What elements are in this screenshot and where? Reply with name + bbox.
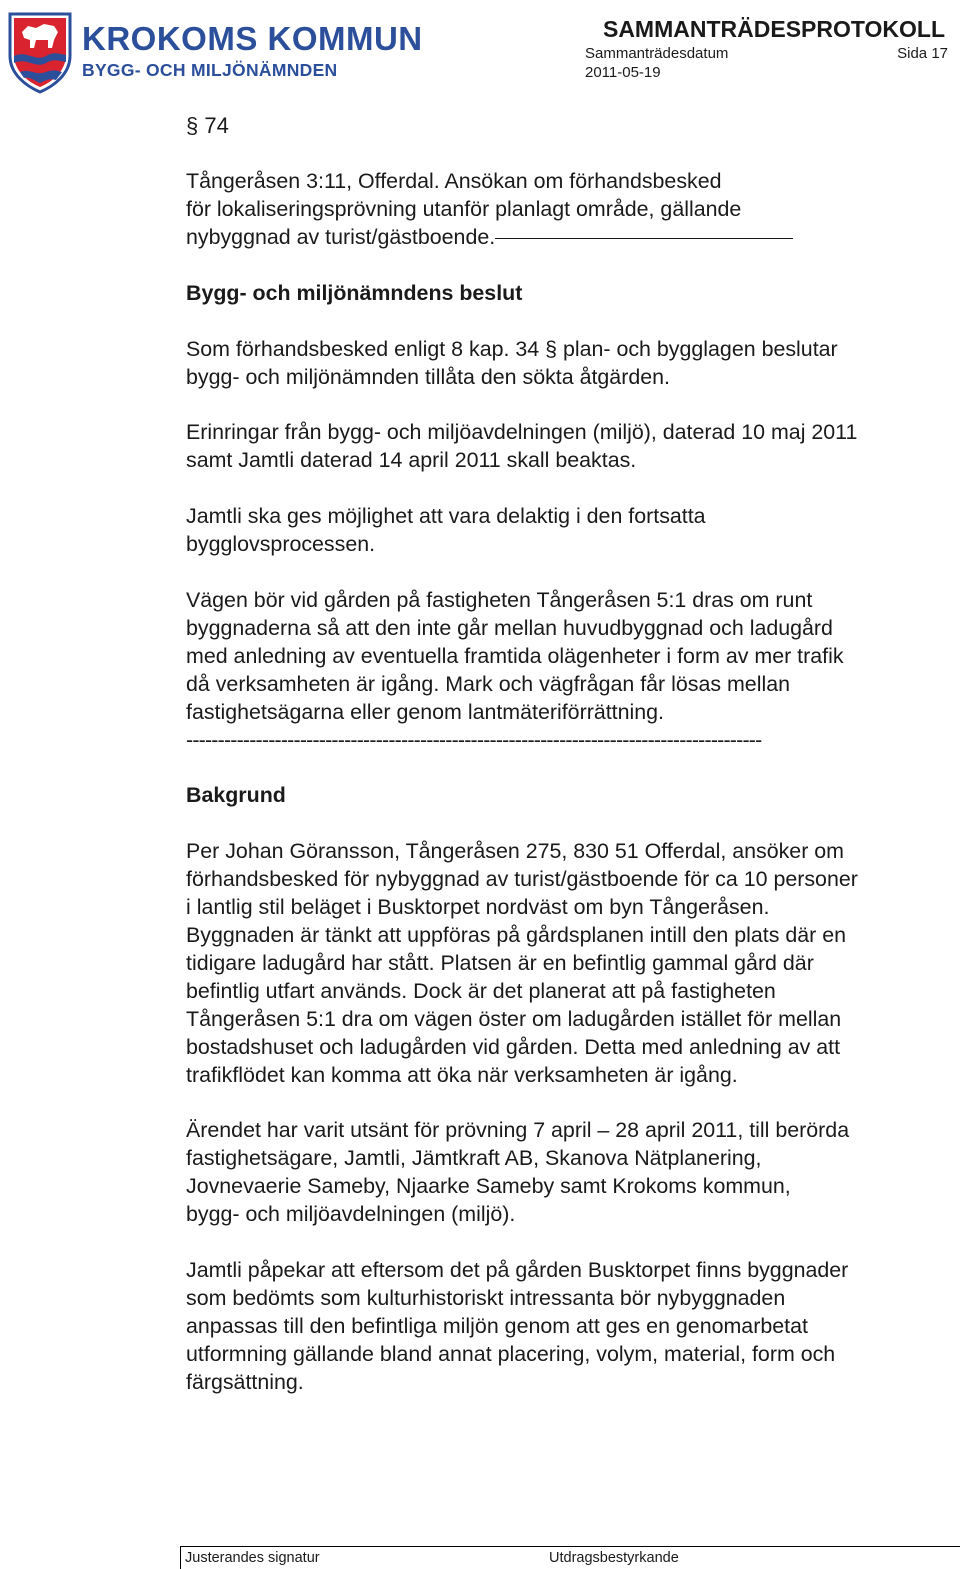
decision-paragraph: [186, 418, 946, 474]
committee-name: BYGG- OCH MILJÖNÄMNDEN: [82, 60, 338, 80]
text-line: Byggnaden är tänkt att uppföras på gårdsplanen intill den plats där en: [186, 923, 846, 947]
text-line: då verksamheten är igång. Mark och vägfrågan får lösas mellan: [186, 672, 791, 696]
text-line: Som förhandsbesked enligt 8 kap. 34 § plan- och bygglagen beslutar: [186, 337, 838, 361]
text-line: byggnaderna så att den inte går mellan huvudbyggnad och ladugård: [186, 616, 833, 640]
municipality-name: KROKOMS KOMMUN: [82, 20, 423, 57]
text-line: Erinringar från bygg- och miljöavdelningen (miljö), daterad 10 maj 2011: [186, 420, 858, 444]
decision-paragraph: [186, 335, 946, 391]
municipality-logo: [6, 10, 446, 94]
background-paragraph: [186, 1256, 946, 1396]
text-line: bygg- och miljönämnden tillåta den sökta åtgärden.: [186, 365, 670, 389]
paragraph-number: 74: [204, 113, 229, 138]
subject-line: nybyggnad av turist/gästboende.: [186, 225, 496, 249]
signature-footer: [180, 1546, 960, 1569]
decision-heading: Bygg- och miljönämndens beslut: [186, 281, 523, 305]
text-line: Jovnevaerie Sameby, Njaarke Sameby samt Krokoms kommun,: [186, 1174, 791, 1198]
text-line: Ärendet har varit utsänt för prövning 7 april – 28 april 2011, till berörda: [186, 1118, 850, 1142]
text-line: utformning gällande bland annat placering, volym, material, form och: [186, 1342, 836, 1366]
extract-certification-label: Utdragsbestyrkande: [549, 1550, 679, 1566]
coat-of-arms-icon: [6, 10, 74, 94]
text-line: Vägen bör vid gården på fastigheten Tångeråsen 5:1 dras om runt: [186, 588, 813, 612]
signature-label: Justerandes signatur: [185, 1550, 320, 1566]
document-title: SAMMANTRÄDESPROTOKOLL: [602, 16, 945, 42]
background-paragraph: [186, 837, 946, 1089]
text-line: Tångeråsen 5:1 dra om vägen öster om ladugården istället för mellan: [186, 1007, 842, 1031]
text-line: som bedömts som kulturhistoriskt intressanta bör nybyggnaden: [186, 1286, 786, 1310]
text-line: tidigare ladugård har stått. Platsen är en befintlig gammal gård där: [186, 951, 814, 975]
text-line: i lantlig stil beläget i Busktorpet nordväst om byn Tångeråsen.: [186, 895, 770, 919]
text-line: förhandsbesked för nybyggnad av turist/gästboende för ca 10 personer: [186, 867, 858, 891]
background-paragraph: [186, 1116, 946, 1228]
section-sign-icon: §: [186, 113, 199, 138]
background-heading: Bakgrund: [186, 783, 286, 807]
text-line: med anledning av eventuella framtida olägenheter i form av mer trafik: [186, 644, 844, 668]
text-line: Per Johan Göransson, Tångeråsen 275, 830 51 Offerdal, ansöker om: [186, 839, 844, 863]
subject-line: Tångeråsen 3:11, Offerdal. Ansökan om förhandsbesked: [186, 169, 722, 193]
text-line: fastighetsägare, Jamtli, Jämtkraft AB, Skanova Nätplanering,: [186, 1146, 762, 1170]
subject-line: för lokaliseringsprövning utanför planlagt område, gällande: [186, 197, 742, 221]
decision-paragraph: [186, 586, 946, 726]
text-line: trafikflödet kan komma att öka när verksamheten är igång.: [186, 1063, 738, 1087]
paragraph-heading: [186, 112, 946, 140]
decision-paragraph: [186, 502, 946, 558]
text-line: befintlig utfart används. Dock är det planerat att på fastigheten: [186, 979, 776, 1003]
separator-line: -------------------------------------------------------------------------------------------: [186, 728, 762, 752]
meeting-date-label: Sammanträdesdatum: [585, 45, 729, 62]
text-line: Jamtli ska ges möjlighet att vara delaktig i den fortsatta: [186, 504, 706, 528]
text-line: bygglovsprocessen.: [186, 532, 376, 556]
minutes-body: [186, 112, 946, 1396]
page-number: Sida 17: [897, 45, 948, 62]
text-line: bygg- och miljöavdelningen (miljö).: [186, 1202, 516, 1226]
subject: [186, 167, 946, 251]
text-line: bostadshuset och ladugården vid gården. Detta med anledning av att: [186, 1035, 841, 1059]
subject-underline: [495, 238, 793, 239]
text-line: färgsättning.: [186, 1370, 304, 1394]
text-line: Jamtli påpekar att eftersom det på gården Busktorpet finns byggnader: [186, 1258, 849, 1282]
text-line: fastighetsägarna eller genom lantmäteriförrättning.: [186, 700, 664, 724]
meeting-date: 2011-05-19: [585, 64, 661, 81]
text-line: samt Jamtli daterad 14 april 2011 skall beaktas.: [186, 448, 637, 472]
text-line: anpassas till den befintliga miljön genom att ges en genomarbetat: [186, 1314, 808, 1338]
